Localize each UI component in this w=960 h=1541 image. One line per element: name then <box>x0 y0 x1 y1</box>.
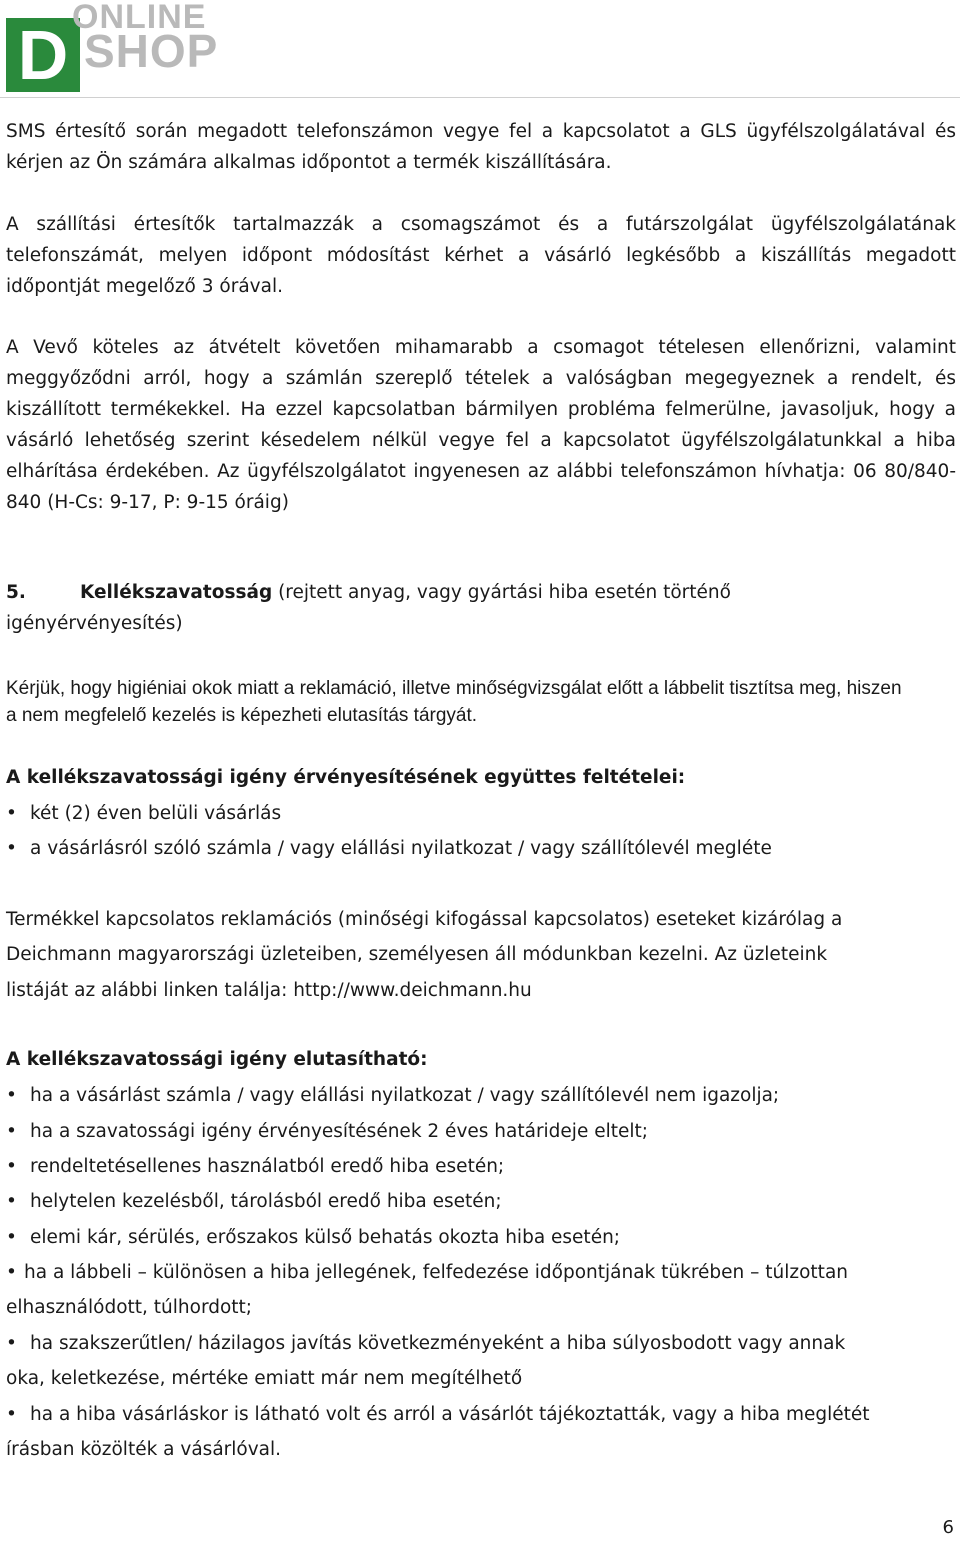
logo-online-text: ONLINE <box>72 0 207 36</box>
rejection-item-text: ha a vásárlást számla / vagy elállási nyilatkozat / vagy szállítólevél nem igazolja; <box>30 1085 780 1106</box>
rejection-heading: A kellékszavatossági igény elutasítható: <box>6 1049 428 1070</box>
bullet-dot: • <box>6 1227 17 1248</box>
hygiene-note: Kérjük, hogy higiéniai okok miatt a reklamáció, illetve minőségvizsgálat előtt a lábbelit tisztítsa meg, hiszen a nem megfelelő kezelés is képezheti elutasítás tárgyát. <box>6 678 902 726</box>
complaints-line-1: Termékkel kapcsolatos reklamációs (minőségi kifogással kapcsolatos) eseteket kizárólag a <box>6 909 843 930</box>
rejection-item-text: ha a lábbeli – különösen a hiba jellegének, felfedezése időpontjának tükrében – túlzottan <box>24 1262 848 1283</box>
rejection-item-repair-line-2: oka, keletkezése, mértéke emiatt már nem megítélhető <box>6 1368 523 1389</box>
complaints-line-3: listáját az alábbi linken találja: http://www.deichmann.hu <box>6 980 532 1001</box>
paragraph-package-check: A Vevő köteles az átvételt követően mihamarabb a csomagot tételesen ellenőrizni, valamint meggyőződni arról, hogy a számlán szereplő tételek a valóságban megegyeznek a rendelt, és kiszállított termékekkel. Ha ezzel kapcsolatban bármilyen probléma felmerülne, javasoljuk, hogy a vásárló lehetőség szerint késedelem nélkül vegye fel a kapcsolatot ügyfélszolgálatunkkal a hiba elhárítása érdekében. Az ügyfélszolgálatot ingyenesen az alábbi telefonszámon hívhatja: 06 80/840-840 (H-Cs: 9-17, P: 9-15 óráig) <box>6 337 956 513</box>
rejection-item-worn-line-1 <box>6 1255 946 1290</box>
paragraph-shipping-notices: A szállítási értesítők tartalmazzák a csomagszámot és a futárszolgálat ügyfélszolgálatának telefonszámát, melyen időpont módosítást kérhet a vásárló legkésőbb a kiszállítás megadott időpontját megelőző 3 órával. <box>6 214 956 297</box>
rejection-item-text: ha a hiba vásárláskor is látható volt és arról a vásárlót tájékoztatták, vagy a hiba meglétét <box>30 1404 870 1425</box>
bullet-dot: • <box>6 1085 17 1106</box>
section-subtitle-2: igényérvényesítés) <box>6 613 183 634</box>
rejection-item <box>6 1184 946 1219</box>
rejection-item-text: helytelen kezelésből, tárolásból eredő hiba esetén; <box>30 1191 502 1212</box>
section-5-heading <box>6 577 956 639</box>
conditions-item-text: két (2) éven belüli vásárlás <box>30 803 282 824</box>
header-divider <box>0 97 960 98</box>
rejection-item <box>6 1078 946 1113</box>
bullet-dot: • <box>6 1262 17 1283</box>
rejection-item-repair-line-1 <box>6 1326 946 1361</box>
bullet-dot: • <box>6 1191 17 1212</box>
rejection-item-worn-line-2: elhasználódott, túlhordott; <box>6 1297 253 1318</box>
logo-shop-text: SHOP <box>84 25 219 77</box>
conditions-item <box>6 796 946 831</box>
conditions-item-text: a vásárlásról szóló számla / vagy elállási nyilatkozat / vagy szállítólevél megléte <box>30 838 772 859</box>
rejection-item <box>6 1149 946 1184</box>
section-subtitle-1: (rejtett anyag, vagy gyártási hiba esetén történő <box>272 582 731 603</box>
bullet-dot: • <box>6 838 17 859</box>
logo-letter: D <box>17 16 69 94</box>
rejection-item <box>6 1220 946 1255</box>
rejection-item-text: ha a szavatossági igény érvényesítésének 2 éves határideje eltelt; <box>30 1121 648 1142</box>
complaints-line-2: Deichmann magyarországi üzleteiben, személyesen áll módunkban kezelni. Az üzleteink <box>6 944 828 965</box>
rejection-item-text: elemi kár, sérülés, erőszakos külső behatás okozta hiba esetén; <box>30 1227 621 1248</box>
page-number: 6 <box>942 1517 954 1538</box>
bullet-dot: • <box>6 1156 17 1177</box>
onlineshop-logo <box>4 2 224 94</box>
conditions-item <box>6 831 946 866</box>
rejection-item-visible-line-2: írásban közölték a vásárlóval. <box>6 1439 282 1460</box>
section-number: 5. <box>6 582 26 603</box>
rejection-item-text: rendeltetésellenes használatból eredő hiba esetén; <box>30 1156 505 1177</box>
bullet-dot: • <box>6 1404 17 1425</box>
bullet-dot: • <box>6 803 17 824</box>
conditions-heading: A kellékszavatossági igény érvényesítésének együttes feltételei: <box>6 767 686 788</box>
paragraph-sms-notice: SMS értesítő során megadott telefonszámon vegye fel a kapcsolatot a GLS ügyfélszolgálatával és kérjen az Ön számára alkalmas időpontot a termék kiszállítására. <box>6 121 956 173</box>
bullet-dot: • <box>6 1121 17 1142</box>
section-title: Kellékszavatosság <box>80 582 273 603</box>
rejection-item <box>6 1114 946 1149</box>
rejection-item-visible-line-1 <box>6 1397 946 1432</box>
rejection-item-text: ha szakszerűtlen/ házilagos javítás következményeként a hiba súlyosbodott vagy annak <box>30 1333 846 1354</box>
bullet-dot: • <box>6 1333 17 1354</box>
